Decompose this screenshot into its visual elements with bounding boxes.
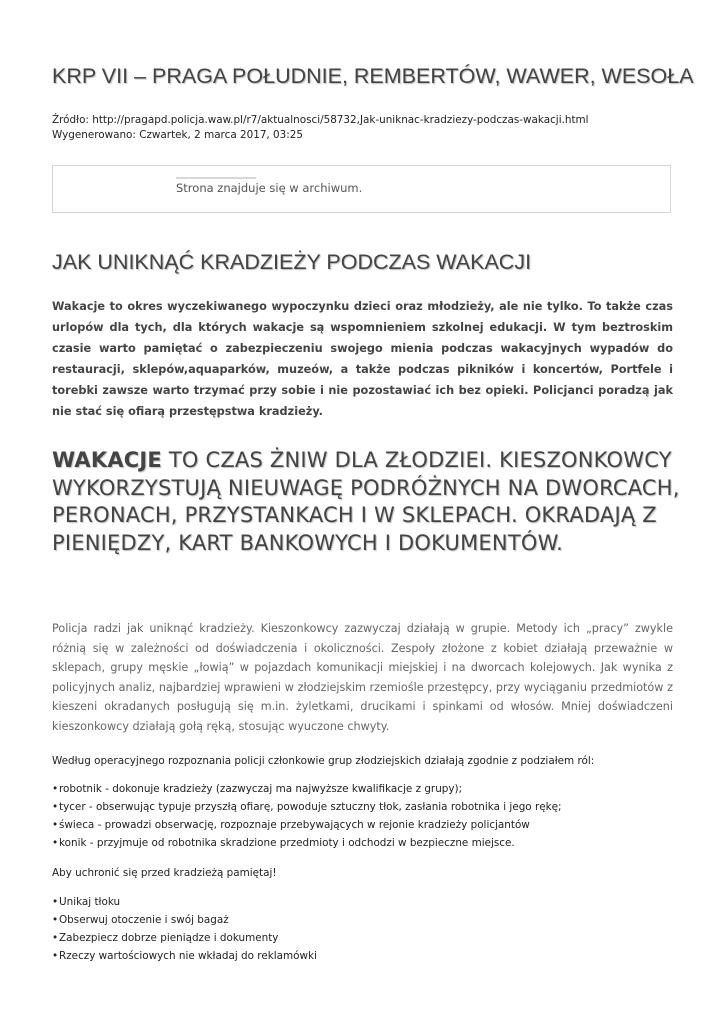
archive-notice: Strona znajduje się w archiwum. — [176, 181, 363, 195]
list-item: •świeca - prowadzi obserwację, rozpoznaje przebywających w rejonie kradzieży policjantów — [52, 816, 692, 834]
archive-notice-box — [52, 165, 671, 213]
roles-list — [52, 780, 692, 852]
bullet-icon: • — [52, 950, 59, 962]
article-lead: Wakacje to okres wyczekiwanego wypoczynku dzieci oraz młodzieży, ale nie tylko. To także czas urlopów dla tych, dla których wakacje są wspomnieniem szkolnej edukacji. W tym beztroskim czasie warto pamiętać o zabezpieczeniu swojego mienia podczas wakacyjnych wypadów do restauracji, sklepów,aquaparków, muzeów, a także podczas pikników i koncertów, Portfele i torebki zawsze warto trzymać przy sobie i nie pozostawiać ich bez opieki. Policjanci poradzą jak nie stać się ofiarą przestępstwa kradzieży. — [52, 300, 673, 418]
source-url: Źródło: http://pragapd.policja.waw.pl/r7/aktualnosci/58732,Jak-uniknac-kradziezy-podczas-wakacji.html — [52, 114, 589, 126]
roles-intro: Według operacyjnego rozpoznania policji członkowie grup złodziejskich działają zgodnie z podziałem ról: — [52, 755, 595, 767]
list-item: •robotnik - dokonuje kradzieży (zazwyczaj ma najwyższe kwalifikacje z grupy); — [52, 780, 692, 798]
list-item: •tycer - obserwując typuje przyszłą ofiarę, powoduje sztuczny tłok, zasłania robotnika i jego rękę; — [52, 798, 692, 816]
bullet-icon: • — [52, 837, 59, 849]
bullet-icon: • — [52, 783, 59, 795]
bullet-icon: • — [52, 914, 59, 926]
tips-intro: Aby uchronić się przed kradzieżą pamiętaj! — [52, 867, 277, 879]
bullet-icon: • — [52, 896, 59, 908]
headline-rest: TO CZAS ŻNIW DLA ZŁODZIEI. KIESZONKOWCY WYKORZYSTUJĄ NIEUWAGĘ PODRÓŻNYCH NA DWORCACH, PERONACH, PRZYSTANKACH I W SKLEPACH. OKRADAJĄ Z PIENIĘDZY, KART BANKOWYCH I DOKUMENTÓW. — [52, 448, 680, 555]
list-item: •konik - przyjmuje od robotnika skradzione przedmioty i odchodzi w bezpieczne miejsce. — [52, 834, 692, 852]
bullet-icon: • — [52, 932, 59, 944]
article-title: JAK UNIKNĄĆ KRADZIEŻY PODCZAS WAKACJI — [52, 250, 532, 274]
headline-strong: WAKACJE — [52, 448, 162, 472]
list-item: •Rzeczy wartościowych nie wkładaj do reklamówki — [52, 947, 692, 965]
bullet-icon: • — [52, 801, 59, 813]
list-item: •Unikaj tłoku — [52, 893, 692, 911]
generated-date: Wygenerowano: Czwartek, 2 marca 2017, 03:25 — [52, 129, 303, 141]
tips-list — [52, 893, 692, 965]
document-meta — [52, 113, 692, 143]
archive-divider — [176, 177, 256, 179]
site-title: KRP VII – PRAGA POŁUDNIE, REMBERTÓW, WAWER, WESOŁA — [52, 64, 694, 88]
article-headline — [52, 447, 682, 557]
list-item: •Obserwuj otoczenie i swój bagaż — [52, 911, 692, 929]
article-body: Policja radzi jak uniknąć kradzieży. Kieszonkowcy zazwyczaj działają w grupie. Metody ich „pracy” zwykle różnią się w zależności od doświadczenia i okoliczności. Zespoły złożone z kobiet działają przeważnie w sklepach, grupy męskie „łowią” w pojazdach komunikacji miejskiej i na dworcach kolejowych. Jak wynika z policyjnych analiz, najbardziej wprawieni w złodziejskim rzemiośle przestępcy, przy wyciąganiu przedmiotów z kieszeni okradanych posługują się m.in. żyletkami, drucikami i spinkami od włosów. Mniej doświadczeni kieszonkowcy działają gołą ręką, stosując wyuczone chwyty. — [52, 622, 673, 733]
bullet-icon: • — [52, 819, 59, 831]
list-item: •Zabezpiecz dobrze pieniądze i dokumenty — [52, 929, 692, 947]
